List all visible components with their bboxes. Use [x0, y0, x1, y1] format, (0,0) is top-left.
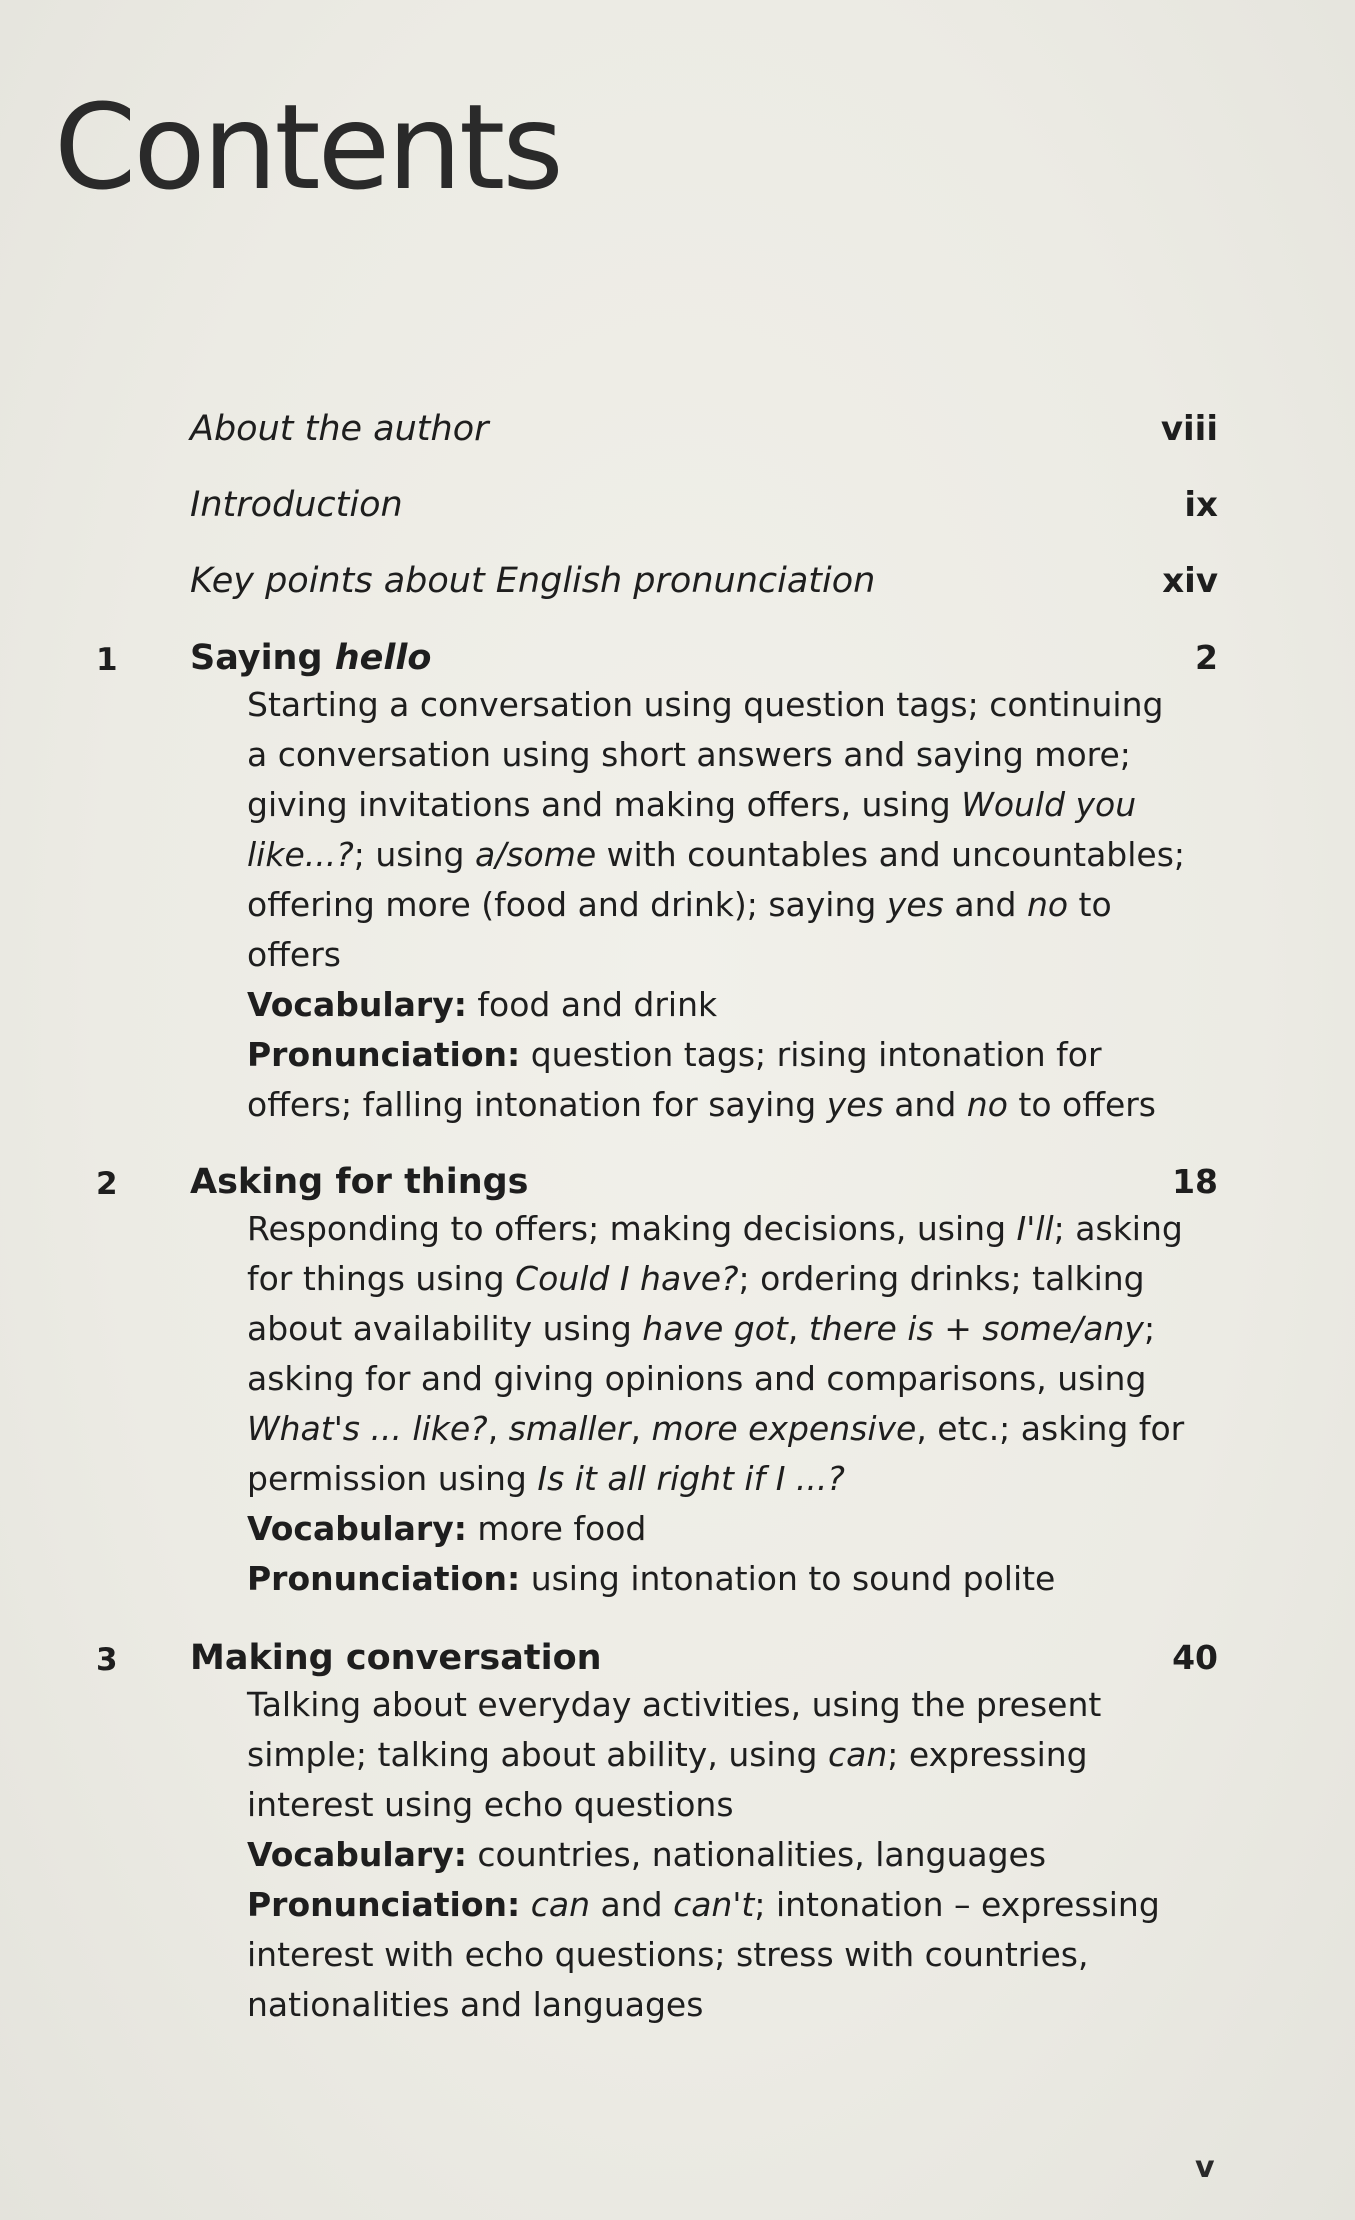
chapter-title-text: Making conversation	[190, 1638, 602, 1678]
chapter-summary	[247, 680, 1192, 1130]
italic-text-run: smaller	[508, 1409, 631, 1448]
chapter-heading[interactable]	[96, 1636, 1218, 1680]
chapter-page-number: 2	[1195, 638, 1218, 677]
text-run: and	[589, 1885, 674, 1924]
chapter-title-text: Asking for things	[190, 1162, 529, 1202]
vocabulary-label: Vocabulary:	[247, 1509, 467, 1548]
chapter-description	[247, 1680, 1192, 1830]
text-run: Responding to offers; making decisions, using	[247, 1209, 1017, 1248]
pronunciation-label: Pronunciation:	[247, 1885, 521, 1924]
entry-page-number: xiv	[1162, 561, 1218, 601]
entry-page-number: ix	[1184, 485, 1218, 525]
front-matter-entry-key-points[interactable]	[190, 561, 1218, 601]
chapter-pronunciation	[247, 1880, 1192, 2030]
text-run: ,	[630, 1409, 652, 1448]
italic-text-run: there is	[808, 1309, 934, 1348]
chapter-title	[190, 636, 431, 680]
entry-page-number: viii	[1160, 409, 1218, 449]
text-run: , etc.; asking for permission using	[247, 1409, 1185, 1498]
italic-text-run: yes	[886, 885, 944, 924]
chapter-vocabulary	[247, 1830, 1192, 1880]
entry-label: Key points about English pronunciation	[190, 561, 876, 601]
text-run: with countables and uncountables; offering more (food and drink); saying	[247, 835, 1186, 924]
text-run: question tags; rising intonation for offers; falling intonation for saying	[247, 1035, 1102, 1124]
text-run: ; intonation – expressing interest with echo questions; stress with countries, nationalities and languages	[247, 1885, 1160, 2024]
chapter-number: 1	[96, 642, 118, 678]
italic-text-run: Is it all right if I ...?	[537, 1459, 845, 1498]
chapter-3	[96, 1636, 1218, 2030]
italic-text-run: no	[966, 1085, 1008, 1124]
chapter-heading[interactable]	[96, 636, 1218, 680]
text-run: ; expressing interest using echo questions	[247, 1735, 1088, 1824]
text-run: Starting a conversation using question tags; continuing a conversation using short answers and saying more; giving invitations and making offers, using	[247, 685, 1164, 824]
chapter-summary	[247, 1204, 1192, 1604]
pronunciation-label: Pronunciation:	[247, 1559, 521, 1598]
entry-label: About the author	[190, 409, 489, 449]
text-run: ,	[787, 1309, 809, 1348]
text-run: ,	[487, 1409, 509, 1448]
text-run: to offers	[247, 885, 1112, 974]
text-run: Talking about everyday activities, using the present simple; talking about ability, using	[247, 1685, 1102, 1774]
italic-text-run: Could I have?	[515, 1259, 739, 1298]
italic-text-run: no	[1026, 885, 1069, 924]
text-run	[520, 1885, 531, 1924]
chapter-description	[247, 680, 1192, 980]
chapter-description	[247, 1204, 1192, 1504]
chapter-title	[190, 1160, 529, 1204]
italic-text-run: have got	[642, 1309, 788, 1348]
chapter-number: 2	[96, 1166, 118, 1202]
text-run: ; using	[353, 835, 475, 874]
front-matter-entry-about-author[interactable]	[190, 409, 1218, 449]
chapter-2	[96, 1160, 1218, 1604]
vocabulary-text: more food	[466, 1509, 647, 1548]
chapter-title-italic: hello	[334, 638, 432, 678]
text-run: +	[933, 1309, 983, 1348]
chapter-vocabulary	[247, 1504, 1192, 1554]
vocabulary-text: countries, nationalities, languages	[466, 1835, 1047, 1874]
chapter-summary	[247, 1680, 1192, 2030]
chapter-page-number: 18	[1172, 1162, 1218, 1201]
pronunciation-label: Pronunciation:	[247, 1035, 521, 1074]
front-matter-entry-introduction[interactable]	[190, 485, 1218, 525]
italic-text-run: a/some	[474, 835, 597, 874]
text-run: to offers	[1007, 1085, 1157, 1124]
page-folio: v	[1195, 2150, 1215, 2185]
italic-text-run: What's ... like?	[247, 1409, 488, 1448]
italic-text-run: can't	[673, 1885, 755, 1924]
vocabulary-label: Vocabulary:	[247, 985, 467, 1024]
text-run: and	[943, 885, 1027, 924]
chapter-vocabulary	[247, 980, 1192, 1030]
chapter-page-number: 40	[1172, 1638, 1218, 1677]
chapter-pronunciation	[247, 1030, 1192, 1130]
chapter-pronunciation	[247, 1554, 1192, 1604]
chapter-number: 3	[96, 1642, 118, 1678]
text-run: ; asking for things using	[247, 1209, 1183, 1298]
italic-text-run: I'll	[1016, 1209, 1054, 1248]
chapter-1	[96, 636, 1218, 1130]
pronunciation-text	[520, 1559, 1055, 1598]
italic-text-run: Would you like...?	[247, 785, 1137, 874]
italic-text-run: yes	[826, 1085, 884, 1124]
italic-text-run: can	[530, 1885, 590, 1924]
chapter-title	[190, 1636, 602, 1680]
chapter-heading[interactable]	[96, 1160, 1218, 1204]
italic-text-run: some/any	[982, 1309, 1144, 1348]
text-run: ; ordering drinks; talking about availability using	[247, 1259, 1145, 1348]
text-run: using intonation to sound polite	[520, 1559, 1056, 1598]
entry-label: Introduction	[190, 485, 403, 525]
text-run: ; asking for and giving opinions and comparisons, using	[247, 1309, 1156, 1398]
page-title: Contents	[54, 78, 561, 216]
vocabulary-text: food and drink	[466, 985, 718, 1024]
italic-text-run: can	[827, 1735, 888, 1774]
text-run: and	[883, 1085, 967, 1124]
chapter-title-text: Saying	[190, 638, 335, 678]
vocabulary-label: Vocabulary:	[247, 1835, 467, 1874]
italic-text-run: more expensive	[651, 1409, 917, 1448]
